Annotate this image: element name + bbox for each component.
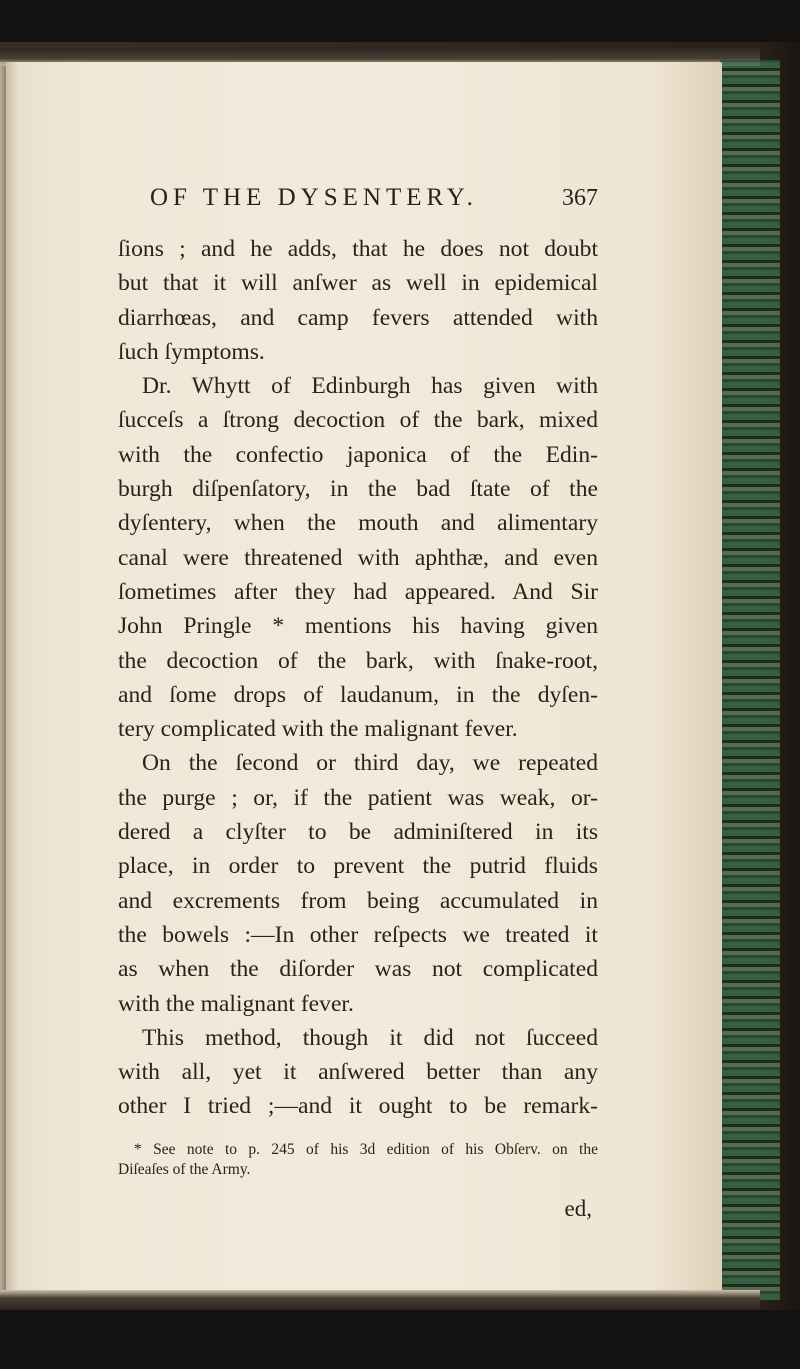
text-line: burgh diſpenſatory, in the bad ſtate of the: [118, 476, 598, 503]
text-line: Dr. Whytt of Edinburgh has given with: [142, 373, 598, 400]
text-block: [118, 184, 598, 1222]
text-line: tery complicated with the malignant fever.: [118, 716, 518, 743]
gutter-shadow: [0, 62, 18, 1294]
text-line: and excrements from being accumulated in: [118, 887, 598, 914]
text-line: with all, yet it anſwered better than any: [118, 1059, 598, 1086]
running-head: OF THE DYSENTERY.: [150, 184, 478, 211]
text-line: This method, though it did not ſucceed: [142, 1024, 598, 1051]
footnote: [118, 1140, 598, 1180]
text-line: ſucceſs a ſtrong decoction of the bark, mixed: [118, 407, 598, 434]
page-header: [118, 184, 598, 224]
body-text: [118, 232, 598, 1124]
text-line: the bowels :—In other reſpects we treated it: [118, 921, 598, 948]
footnote-line: Diſeaſes of the Army.: [118, 1160, 251, 1178]
book-fore-edge: [720, 60, 780, 1300]
page-bottom-edge: [0, 1290, 760, 1310]
text-line: and ſome drops of laudanum, in the dyſen-: [118, 681, 598, 708]
text-line: with the malignant fever.: [118, 990, 354, 1017]
text-line: place, in order to prevent the putrid fluids: [118, 853, 598, 880]
text-line: but that it will anſwer as well in epidemical: [118, 270, 598, 297]
text-line: ſometimes after they had appeared. And Sir: [118, 578, 598, 605]
text-line: the decoction of the bark, with ſnake-root,: [118, 647, 598, 674]
text-line: as when the diſorder was not complicated: [118, 956, 598, 983]
text-line: other I tried ;—and it ought to be remark-: [118, 1093, 598, 1120]
text-line: dered a clyſter to be adminiſtered in its: [118, 819, 598, 846]
text-line: ſuch ſymptoms.: [118, 338, 265, 365]
page-number: 367: [562, 185, 598, 211]
text-line: the purge ; or, if the patient was weak, or-: [118, 784, 598, 811]
text-line: diarrhœas, and camp fevers attended with: [118, 304, 598, 331]
text-line: John Pringle * mentions his having given: [118, 613, 598, 640]
text-line: with the confectio japonica of the Edin-: [118, 441, 598, 468]
text-line: canal were threatened with aphthæ, and even: [118, 544, 598, 571]
footnote-line: * See note to p. 245 of his 3d edition of his Obſerv. on the: [134, 1140, 598, 1158]
catchword: ed,: [564, 1195, 592, 1221]
text-line: On the ſecond or third day, we repeated: [142, 750, 598, 777]
text-line: dyſentery, when the mouth and alimentary: [118, 510, 598, 537]
text-line: ſions ; and he adds, that he does not doubt: [118, 236, 598, 262]
